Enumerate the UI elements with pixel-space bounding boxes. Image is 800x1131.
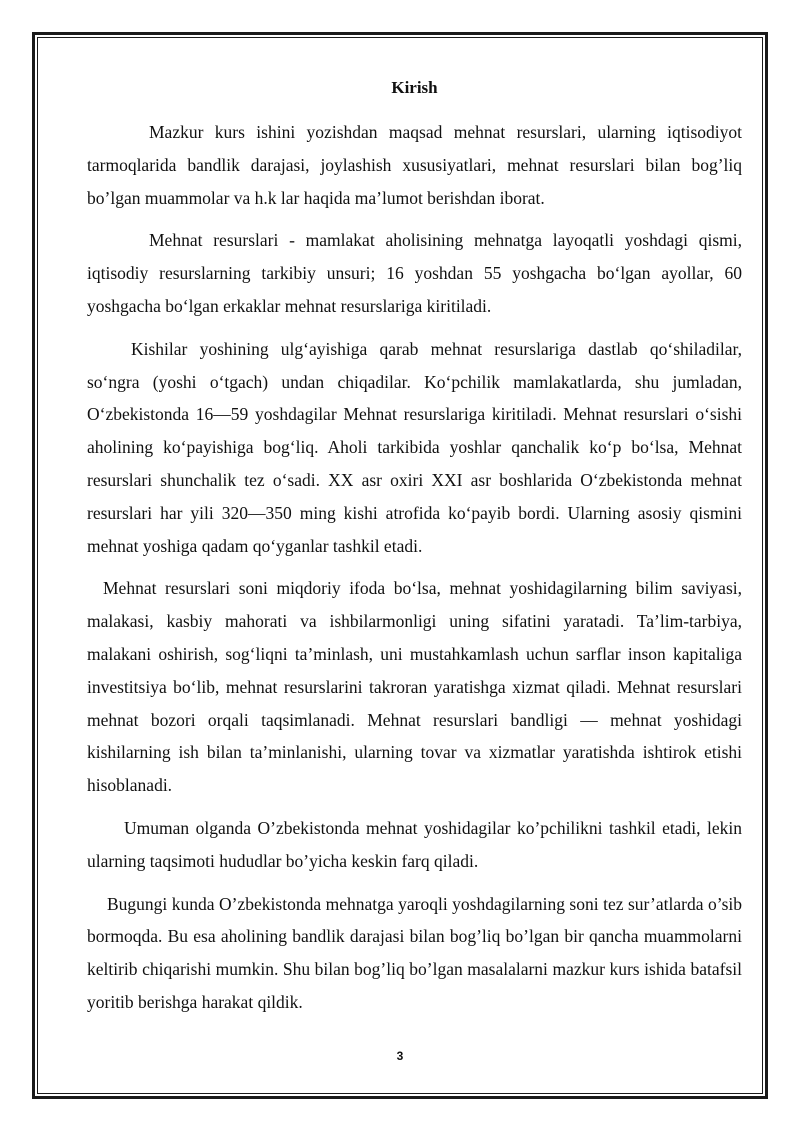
paragraph-quality: Mehnat resurslari soni miqdoriy ifoda bo‘lsa, mehnat yoshidagilarning bilim saviyasi, malakasi, kasbiy mahorati va ishbilarmonligi uning sifatini yaratadi. Ta’lim-tarbiya, malakani oshirish, sog‘liqni ta’minlash, uni mustahkamlash uchun sarflar inson kapitaliga investitsiya bo‘lib, mehnat resurslarini takroran yaratishga xizmat qiladi. Mehnat resurslari mehnat bozori orqali taqsimlanadi. Mehnat resurslari bandligi — mehnat yoshidagi kishilarning ish bilan ta’minlanishi, ularning tovar va xizmatlar yaratishda ishtirok etishi hisoblanadi. [87, 578, 742, 796]
page-number: 3 [396, 1049, 404, 1063]
paragraph-conclusion: Bugungi kunda O’zbekistonda mehnatga yaroqli yoshdagilarning soni tez sur’atlarda o’sib bormoqda. Bu esa aholining bandlik darajasi bilan bog’liq bo’lgan bir qancha muammolarni keltirib chiqarishi mumkin. Shu bilan bog’liq bo’lgan masalalarni mazkur kurs ishida batafsil yoritib berishga harakat qildik. [87, 893, 742, 1012]
paragraph-age-groups: Kishilar yoshining ulg‘ayishiga qarab mehnat resurslariga dastlab qo‘shiladilar, so‘ngra (yoshi o‘tgach) undan chiqadilar. Ko‘pchilik mamlakatlarda, shu jumladan, O‘zbekistonda 16—59 yoshdagilar Mehnat resurslariga kiritiladi. Mehnat resurslari o‘sishi aholining ko‘payishiga bog‘liq. Aholi tarkibida yoshlar qanchalik ko‘p bo‘lsa, Mehnat resurslari shunchalik tez o‘sadi. XX asr oxiri XXI asr boshlarida O‘zbekistonda mehnat resurslari har yili 320—350 ming kishi atrofida ko‘payib bordi. Ularning asosiy qismini mehnat yoshiga qadam qo‘yganlar tashkil etadi. [87, 338, 742, 556]
paragraph-distribution: Umuman olganda O’zbekistonda mehnat yoshidagilar ko’pchilikni tashkil etadi, lekin ularning taqsimoti hududlar bo’yicha keskin farq qiladi. [87, 817, 742, 871]
paragraph-purpose: Mazkur kurs ishini yozishdan maqsad mehnat resurslari, ularning iqtisodiyot tarmoqlarida bandlik darajasi, joylashish xususiyatlari, mehnat resurslari bilan bog’liq bo’lgan muammolar va h.k lar haqida ma’lumot berishdan iborat. [87, 122, 742, 208]
paragraph-definition: Mehnat resurslari - mamlakat aholisining mehnatga layoqatli yoshdagi qismi, iqtisodiy resurslarning tarkibiy unsuri; 16 yoshdan 55 yoshgacha bo‘lgan ayollar, 60 yoshgacha bo‘lgan erkaklar mehnat resurslariga kiritiladi. [87, 230, 742, 316]
document-body [87, 74, 742, 1029]
section-title: Kirish [391, 78, 438, 97]
